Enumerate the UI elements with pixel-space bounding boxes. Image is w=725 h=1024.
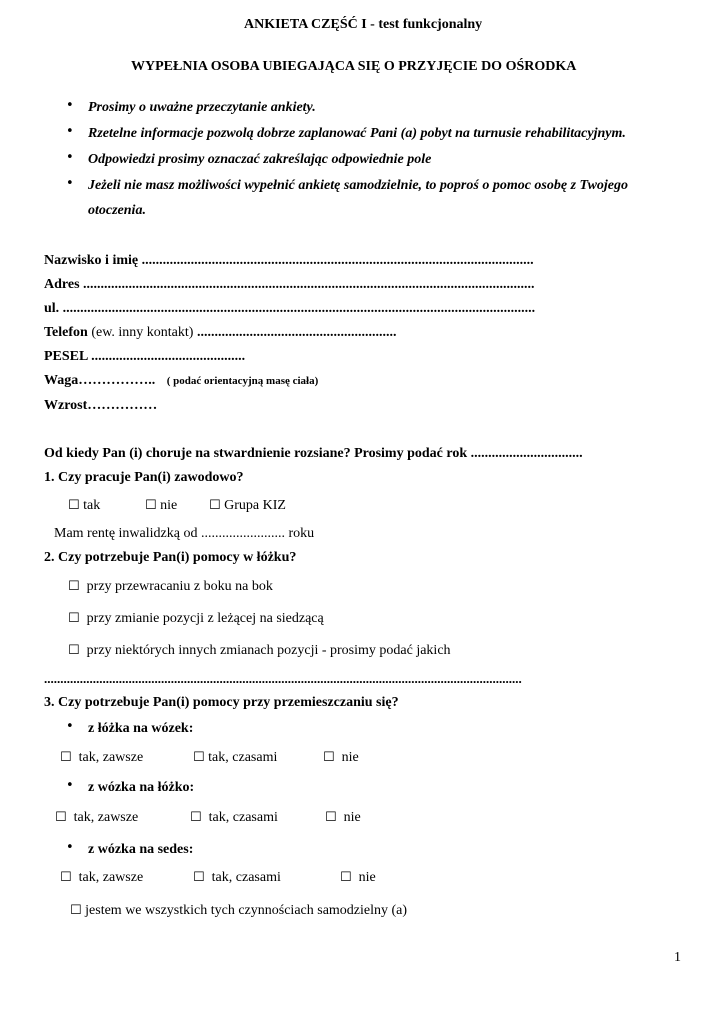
checkbox-icon[interactable]: ☐: [340, 870, 352, 885]
option-label: przy zmianie pozycji z leżącej na siedzącą: [86, 611, 324, 626]
option-label: przy przewracaniu z boku na bok: [86, 579, 273, 594]
option-label: tak, zawsze: [78, 870, 144, 885]
checkbox-icon[interactable]: ☐: [70, 903, 82, 918]
page-subtitle: WYPEŁNIA OSOBA UBIEGAJĄCA SIĘ O PRZYJĘCIE DO OŚRODKA: [131, 59, 577, 74]
pesel-field[interactable]: PESEL ............................................: [44, 349, 246, 364]
q3c-option-always[interactable]: [60, 870, 143, 886]
bullet-icon: •: [66, 124, 74, 139]
question-3-title: 3. Czy potrzebuje Pan(i) pomocy przy przemieszczaniu się?: [44, 695, 399, 710]
q1-option-tak[interactable]: [68, 498, 100, 514]
q2-option-3[interactable]: [68, 643, 451, 659]
q2-dotted-line[interactable]: ...................................................................................................................................................: [44, 671, 522, 686]
bullet-icon: •: [66, 840, 74, 855]
checkbox-icon[interactable]: ☐: [60, 750, 72, 765]
phone-field[interactable]: [44, 325, 396, 341]
page-number: 1: [674, 950, 681, 965]
q3c-option-sometimes[interactable]: [193, 870, 281, 886]
checkbox-icon[interactable]: ☐: [190, 810, 202, 825]
q3-sub-wheelchair-to-bed: z wózka na łóżko:: [88, 780, 195, 795]
q2-option-1[interactable]: [68, 579, 273, 595]
address-field[interactable]: Adres .................................................................................................................................: [44, 277, 535, 292]
q3-sub-bed-to-wheelchair: z łóżka na wózek:: [88, 721, 194, 736]
instruction-item: Odpowiedzi prosimy oznaczać zakreślając odpowiednie pole: [88, 152, 432, 167]
option-label: nie: [160, 498, 178, 513]
phone-dots: .........................................................: [196, 325, 397, 340]
checkbox-icon[interactable]: ☐: [145, 498, 157, 513]
q3a-option-sometimes[interactable]: [193, 750, 277, 766]
checkbox-icon[interactable]: ☐: [60, 870, 72, 885]
option-label: tak: [83, 498, 101, 513]
option-label: tak, czasami: [208, 810, 278, 825]
option-label: tak, zawsze: [73, 810, 139, 825]
bullet-icon: •: [66, 719, 74, 734]
bullet-icon: •: [66, 98, 74, 113]
question-1-title: 1. Czy pracuje Pan(i) zawodowo?: [44, 470, 244, 485]
q3-sub-wheelchair-to-toilet: z wózka na sedes:: [88, 842, 194, 857]
q2-option-2[interactable]: [68, 611, 324, 627]
checkbox-icon[interactable]: ☐: [193, 870, 205, 885]
q3c-option-no[interactable]: [340, 870, 376, 886]
checkbox-icon[interactable]: ☐: [193, 750, 205, 765]
pension-field[interactable]: Mam rentę inwalidzką od ........................ roku: [54, 526, 315, 541]
checkbox-icon[interactable]: ☐: [323, 750, 335, 765]
phone-label: Telefon: [44, 325, 88, 340]
q1-option-grupa-kiz[interactable]: [209, 498, 286, 514]
checkbox-icon[interactable]: ☐: [68, 498, 80, 513]
option-label: nie: [358, 870, 376, 885]
q3-option-independent[interactable]: [70, 903, 407, 919]
weight-field[interactable]: [44, 373, 318, 389]
question-2-title: 2. Czy potrzebuje Pan(i) pomocy w łóżku?: [44, 550, 297, 565]
q3b-option-always[interactable]: [55, 810, 138, 826]
disease-since-question[interactable]: Od kiedy Pan (i) choruje na stwardnienie rozsiane? Prosimy podać rok ................................: [44, 446, 583, 461]
option-label: przy niektórych innych zmianach pozycji - prosimy podać jakich: [86, 643, 451, 658]
bullet-icon: •: [66, 150, 74, 165]
checkbox-icon[interactable]: ☐: [68, 611, 80, 626]
option-label: nie: [341, 750, 359, 765]
height-field[interactable]: Wzrost……………: [44, 398, 158, 413]
name-field[interactable]: Nazwisko i imię ................................................................................................................: [44, 253, 534, 268]
option-label: Grupa KIZ: [224, 498, 286, 513]
phone-note: (ew. inny kontakt): [87, 325, 197, 340]
page-title: ANKIETA CZĘŚĆ I - test funkcjonalny: [244, 17, 483, 32]
q3b-option-sometimes[interactable]: [190, 810, 278, 826]
checkbox-icon[interactable]: ☐: [68, 579, 80, 594]
instruction-item-continued: otoczenia.: [88, 203, 146, 218]
option-label: nie: [343, 810, 361, 825]
instruction-item: Rzetelne informacje pozwolą dobrze zaplanować Pani (a) pobyt na turnusie rehabilitacyjnym.: [88, 126, 626, 141]
option-label: jestem we wszystkich tych czynnościach samodzielny (a): [85, 903, 408, 918]
checkbox-icon[interactable]: ☐: [209, 498, 221, 513]
bullet-icon: •: [66, 176, 74, 191]
option-label: tak, czasami: [208, 750, 278, 765]
street-field[interactable]: ul. .......................................................................................................................................: [44, 301, 536, 316]
q1-option-nie[interactable]: [145, 498, 177, 514]
checkbox-icon[interactable]: ☐: [55, 810, 67, 825]
checkbox-icon[interactable]: ☐: [68, 643, 80, 658]
option-label: tak, czasami: [211, 870, 281, 885]
instruction-item: Jeżeli nie masz możliwości wypełnić ankietę samodzielnie, to poproś o pomoc osobę z Twojego: [88, 178, 629, 193]
q3b-option-no[interactable]: [325, 810, 361, 826]
checkbox-icon[interactable]: ☐: [325, 810, 337, 825]
instruction-item: Prosimy o uważne przeczytanie ankiety.: [88, 100, 316, 115]
weight-note: ( podać orientacyjną masę ciała): [166, 375, 319, 387]
q3a-option-no[interactable]: [323, 750, 359, 766]
weight-label: Waga……………..: [44, 373, 156, 388]
bullet-icon: •: [66, 778, 74, 793]
q3a-option-always[interactable]: [60, 750, 143, 766]
option-label: tak, zawsze: [78, 750, 144, 765]
